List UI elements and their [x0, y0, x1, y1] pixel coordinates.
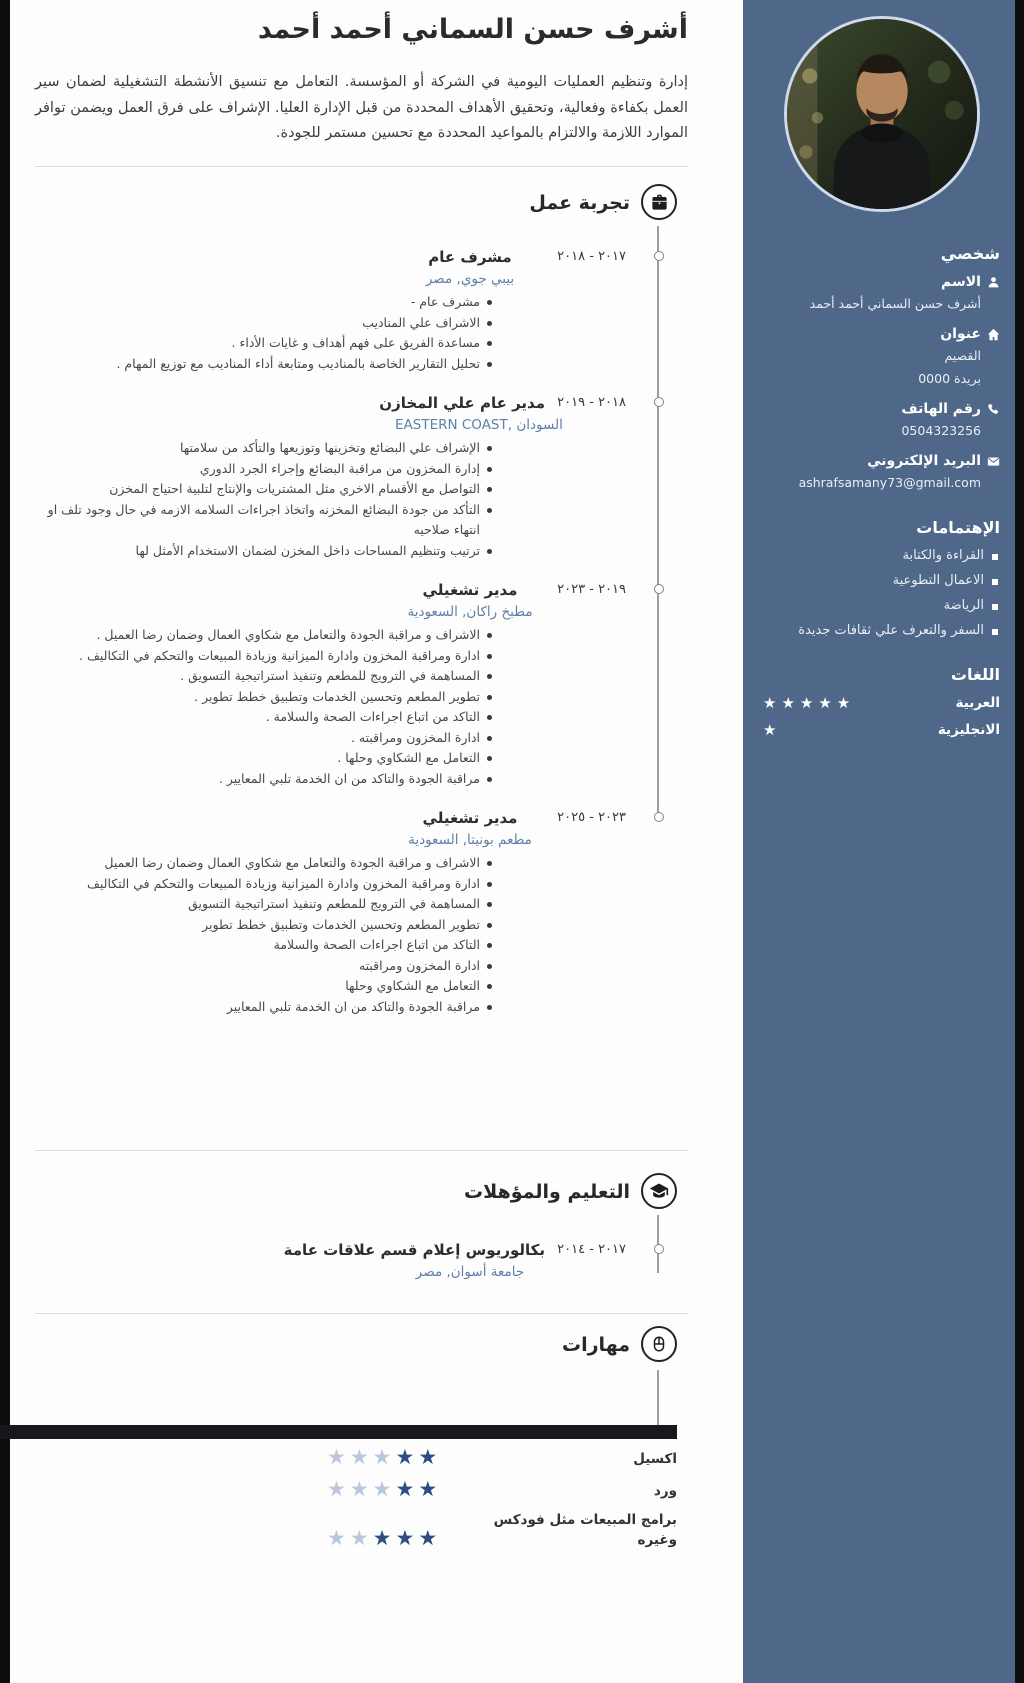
briefcase-icon [641, 184, 677, 220]
entry-organization: بيبي جوي, مصر [425, 271, 515, 287]
language-name: العربية [955, 695, 1000, 711]
bullet-item: المساهمة في الترويج للمطعم وتنفيذ استراتيجية التسويق . [35, 666, 493, 687]
contact-item [763, 274, 1000, 313]
languages-list [763, 695, 1000, 738]
entry-organization: مطعم بونيتا, السعودية [408, 832, 532, 848]
contact-value: ashrafsamany73@gmail.com [798, 475, 981, 490]
bullet-item: الاشراف و مراقبة الجودة والتعامل مع شكاوي العمال وضمان رضا العميل [35, 853, 493, 874]
contact-item [763, 453, 1000, 492]
entry-bullet-list [35, 853, 493, 1017]
skill-star-rating [327, 1527, 441, 1550]
contact-value: أشرف حسن السماني أحمد أحمد [809, 296, 981, 311]
contact-label-row [763, 274, 1000, 290]
star-icon: ★ [349, 1445, 373, 1469]
contact-label: رقم الهاتف [901, 401, 981, 417]
contact-label: عنوان [940, 326, 981, 342]
entry-body [35, 807, 545, 1017]
entry-title: مدير عام علي المخازن [379, 394, 545, 412]
skill-star-rating [327, 1446, 441, 1469]
timeline-dot-icon [654, 397, 664, 407]
bullet-item: إدارة المخزون من مراقبة البضائع وإجراء الجرد الدوري [35, 459, 493, 480]
star-icon: ★ [327, 1477, 350, 1501]
timeline-entry [35, 807, 630, 1017]
entry-body [35, 392, 563, 561]
star-icon: ★ [418, 1445, 442, 1469]
entry-bullet-list [35, 438, 493, 561]
skill-row [327, 1446, 677, 1469]
star-icon: ★ [349, 1526, 373, 1550]
entry-title: مشرف عام [428, 248, 512, 266]
star-icon: ★ [349, 1477, 373, 1501]
timeline-line [657, 1370, 659, 1426]
bullet-item: التواصل مع الأقسام الاخري مثل المشتريات والإنتاج لتلبية احتياج المخزن [35, 479, 493, 500]
star-icon: ★ [418, 1526, 442, 1550]
entry-organization: مطبخ راكان, السعودية [407, 604, 533, 620]
divider [35, 1150, 688, 1151]
page-break-band [0, 1425, 677, 1439]
divider [35, 1313, 688, 1314]
bullet-item: ادارة المخزون ومراقبته . [35, 728, 493, 749]
timeline-dot-icon [654, 251, 664, 261]
entry-bullet-list [35, 625, 493, 789]
bullet-item: مراقبة الجودة والتاكد من ان الخدمة تلبي المعايير [35, 997, 493, 1018]
entry-body [35, 579, 545, 789]
skill-star-rating [327, 1478, 441, 1501]
bullet-item: التاكد من اتباع اجراءات الصحة والسلامة . [35, 707, 493, 728]
experience-title: تجربة عمل [529, 192, 630, 214]
experience-header [35, 186, 688, 236]
bullet-item: مشرف عام - [35, 292, 493, 313]
bullet-item: تحليل التقارير الخاصة بالمناديب ومتابعة أداء المناديب مع توزيع المهام . [35, 354, 493, 375]
interest-item: الرياضة [763, 598, 999, 613]
mail-icon [987, 455, 1000, 468]
contact-value: بريدة 0000 [918, 371, 981, 386]
timeline-line [657, 226, 659, 814]
sidebar [743, 0, 1015, 1683]
contact-label-row [763, 326, 1000, 342]
section-education [35, 1150, 688, 1300]
profile-photo [784, 16, 980, 212]
timeline-entry [35, 579, 630, 789]
bullet-item: الاشراف علي المناديب [35, 313, 493, 334]
divider [35, 166, 688, 167]
entry-date: ٢٠١٧ - ٢٠١٨ [557, 249, 626, 264]
entry-body [35, 1239, 545, 1282]
person-icon [987, 276, 1000, 289]
bullet-item: ترتيب وتنظيم المساحات داخل المخزن لضمان الاستخدام الأمثل لها [35, 541, 493, 562]
bullet-item: ادارة ومراقبة المخزون وادارة الميزانية وزيادة المبيعات والتحكم في التكاليف . [35, 646, 493, 667]
interest-item: الاعمال التطوعية [763, 573, 999, 588]
contact-value: 0504323256 [901, 423, 981, 438]
entry-organization: EASTERN COAST, السودان [395, 417, 563, 433]
star-icon: ★ [327, 1445, 350, 1469]
timeline-entry [35, 1239, 630, 1282]
home-icon [987, 328, 1000, 341]
skills-header [35, 1328, 688, 1378]
bullet-item: ادارة المخزون ومراقبته [35, 956, 493, 977]
skills-title: مهارات [562, 1334, 630, 1356]
bullet-item: التاكد من اتباع اجراءات الصحة والسلامة [35, 935, 493, 956]
contact-label-row [763, 453, 1000, 469]
entry-bullet-list [35, 292, 493, 374]
contact-label: الاسم [941, 274, 981, 290]
phone-icon [987, 403, 1000, 416]
entry-date: ٢٠١٨ - ٢٠١٩ [557, 395, 626, 410]
skills-list [327, 1446, 677, 1559]
timeline-entry [35, 392, 630, 561]
graduation-cap-icon [641, 1173, 677, 1209]
interests-heading: الإهتمامات [916, 518, 1000, 537]
language-star-rating: ★★★★★ [763, 694, 856, 712]
skill-row [327, 1510, 677, 1550]
timeline-dot-icon [654, 812, 664, 822]
entry-body [35, 246, 545, 374]
interest-item: القراءة والكتابة [763, 548, 999, 563]
bullet-item: الاشراف و مراقبة الجودة والتعامل مع شكاوي العمال وضمان رضا العميل . [35, 625, 493, 646]
star-icon: ★ [395, 1477, 419, 1501]
language-row [763, 695, 1000, 711]
bullet-item: الإشراف علي البضائع وتخزينها وتوزيعها والتأكد من سلامتها [35, 438, 493, 459]
star-icon: ★ [327, 1526, 350, 1550]
profile-summary: إدارة وتنظيم العمليات اليومية في الشركة أو المؤسسة. التعامل مع تنسيق الأنشطة التشغيلية لضمان سير العمل بكفاءة وفعالية، وتحقيق الأهداف المحددة من قبل الإدارة العليا. الإشراف على فرق العمل ويضمن توافر الموارد اللازمة والالتزام بالمواعيد المحددة مع تحسين مستمر للجودة. [35, 74, 688, 141]
section-experience [35, 186, 688, 1035]
candidate-name: أشرف حسن السماني أحمد أحمد [257, 14, 688, 45]
personal-heading: شخصي [940, 244, 1000, 263]
contact-label: البريد الإلكتروني [867, 453, 981, 469]
star-icon: ★ [395, 1445, 419, 1469]
entry-date: ٢٠٢٣ - ٢٠٢٥ [557, 810, 626, 825]
contact-label-row [763, 401, 1000, 417]
skill-name: ورد [653, 1483, 677, 1499]
star-icon: ★ [418, 1477, 442, 1501]
avatar [787, 19, 977, 209]
computer-mouse-icon [641, 1326, 677, 1362]
entry-title: مدير تشغيلي [422, 581, 518, 599]
interest-item: السفر والتعرف علي ثقافات جديدة [763, 623, 999, 638]
languages-heading: اللغات [950, 665, 1000, 684]
bullet-item: التأكد من جودة البضائع المخزنه واتخاذ اجراءات السلامه الازمه في حال وجود تلف او انتهاء صلاحيه [35, 500, 493, 541]
education-header [35, 1175, 688, 1225]
entry-organization: جامعة أسوان, مصر [415, 1264, 525, 1280]
education-title: التعليم والمؤهلات [464, 1181, 630, 1203]
experience-entries [35, 236, 630, 1017]
skill-name: برامج المبيعات مثل فودكس وغيره [493, 1512, 677, 1548]
contact-value: القصيم [944, 348, 981, 363]
language-row [763, 722, 1000, 738]
entry-date: ٢٠١٩ - ٢٠٢٣ [557, 582, 626, 597]
bullet-item: تطوير المطعم وتحسين الخدمات وتطبيق خطط تطوير [35, 915, 493, 936]
contact-item [763, 401, 1000, 440]
star-icon: ★ [372, 1445, 396, 1469]
skill-name: اكسيل [633, 1451, 677, 1467]
bullet-item: التعامل مع الشكاوي وحلها . [35, 748, 493, 769]
language-star-rating: ★ [763, 721, 782, 739]
skill-row [327, 1478, 677, 1501]
language-name: الانجليزية [937, 722, 1000, 738]
interests-list [763, 548, 999, 638]
star-icon: ★ [395, 1526, 419, 1550]
star-icon: ★ [372, 1526, 396, 1550]
section-skills [35, 1313, 688, 1378]
bullet-item: تطوير المطعم وتحسين الخدمات وتطبيق خطط تطوير . [35, 687, 493, 708]
entry-date: ٢٠١٧ - ٢٠١٤ [557, 1242, 626, 1257]
timeline-dot-icon [654, 584, 664, 594]
entry-title: بكالوريوس إعلام قسم علاقات عامة [283, 1241, 545, 1259]
contact-item [763, 326, 1000, 388]
timeline-entry [35, 246, 630, 374]
bullet-item: المساهمة في الترويج للمطعم وتنفيذ استراتيجية التسويق [35, 894, 493, 915]
bullet-item: ادارة ومراقبة المخزون وادارة الميزانية وزيادة المبيعات والتحكم في التكاليف [35, 874, 493, 895]
entry-title: مدير تشغيلي [422, 809, 518, 827]
education-entries [35, 1225, 630, 1282]
timeline-dot-icon [654, 1244, 664, 1254]
star-icon: ★ [372, 1477, 396, 1501]
bullet-item: مساعدة الفريق على فهم أهداف و غايات الأداء . [35, 333, 493, 354]
contact-list [763, 274, 1000, 492]
bullet-item: التعامل مع الشكاوي وحلها [35, 976, 493, 997]
bullet-item: مراقبة الجودة والتاكد من ان الخدمة تلبي المعايير . [35, 769, 493, 790]
